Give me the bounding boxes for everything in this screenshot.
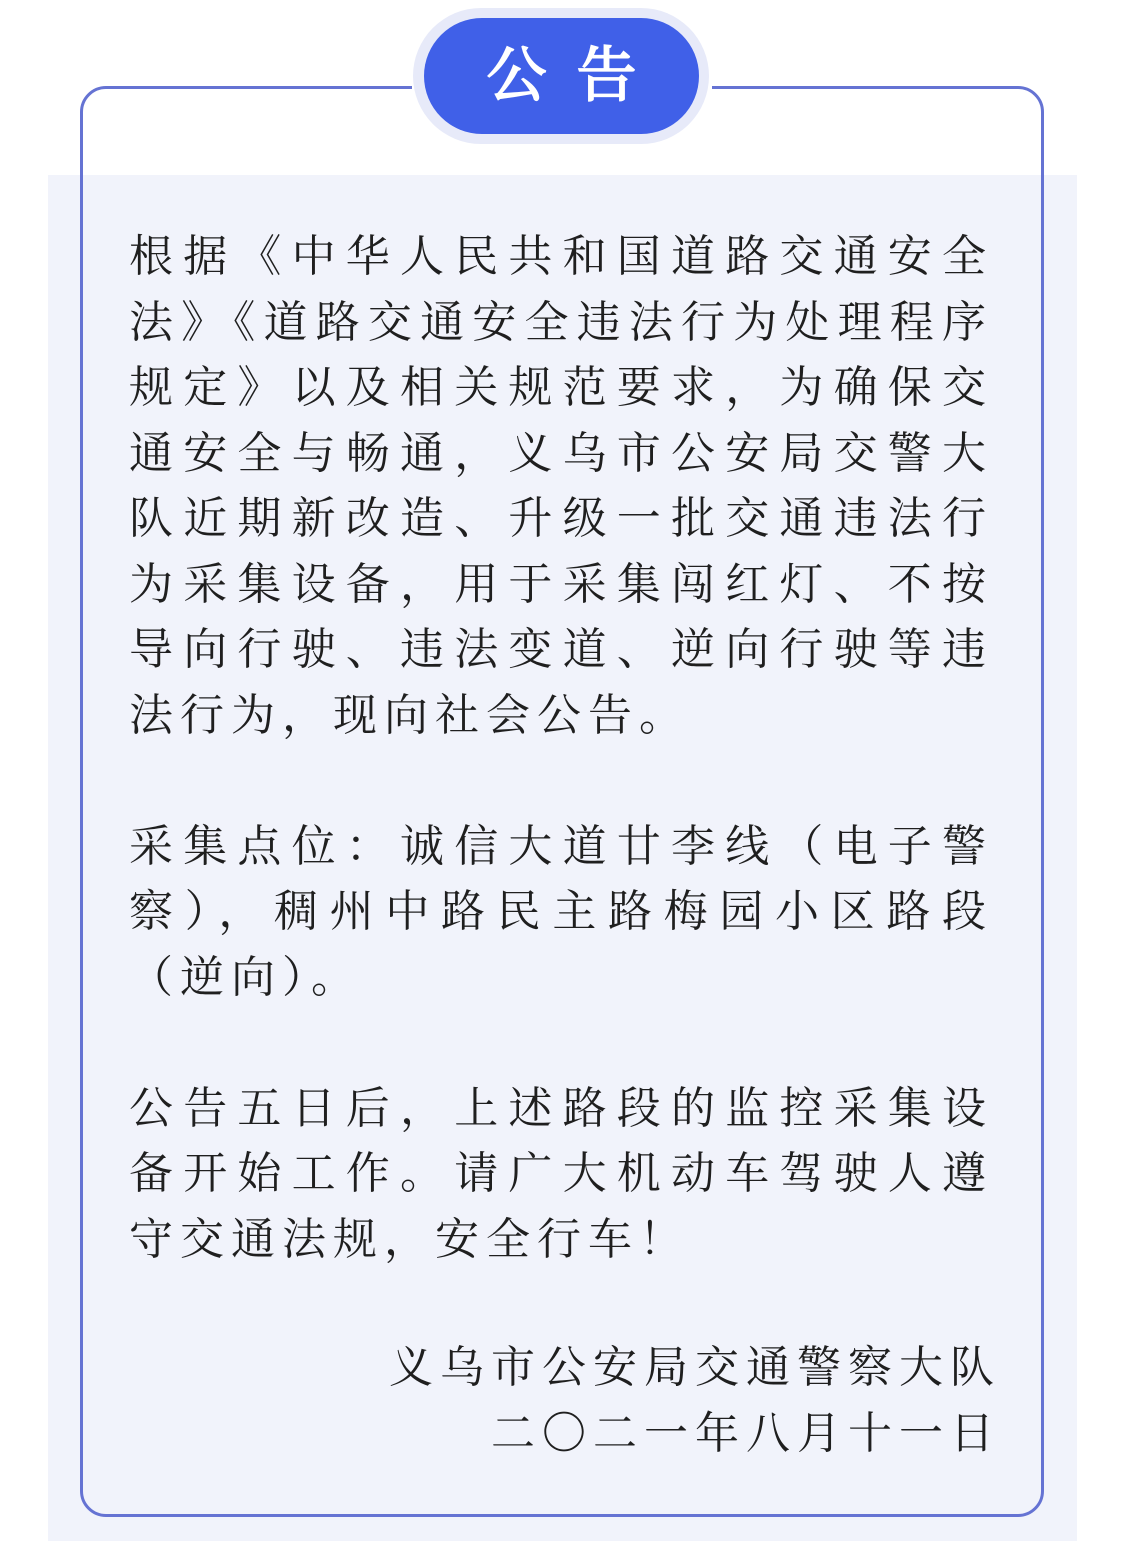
notice-body xyxy=(129,224,993,1272)
title-badge xyxy=(424,18,699,134)
notice-paragraph-closing: 公告五日后，上述路段的监控采集设备开始工作。请广大机动车驾驶人遵守交通法规，安全行车！ xyxy=(129,1082,993,1265)
notice-title: 公告 xyxy=(486,41,667,111)
signature-date: 二〇二一年八月十一日 xyxy=(491,1407,1001,1459)
notice-paragraph-intro: 根据《中华人民共和国道路交通安全法》《道路交通安全违法行为处理程序规定》以及相关规范要求，为确保交通安全与畅通，义乌市公安局交警大队近期新改造、升级一批交通违法行为采集设备，用于采集闯红灯、不按导向行驶、违法变道、逆向行驶等违法行为，现向社会公告。 xyxy=(129,231,993,741)
signature-organization: 义乌市公安局交通警察大队 xyxy=(389,1342,1001,1393)
notice-paragraph-locations: 采集点位：诚信大道廿李线（电子警察），稠州中路民主路梅园小区路段（逆向）。 xyxy=(129,820,993,1003)
paragraph-spacer xyxy=(129,748,993,814)
paragraph-spacer xyxy=(129,1010,993,1076)
notice-signature xyxy=(389,1335,1001,1466)
